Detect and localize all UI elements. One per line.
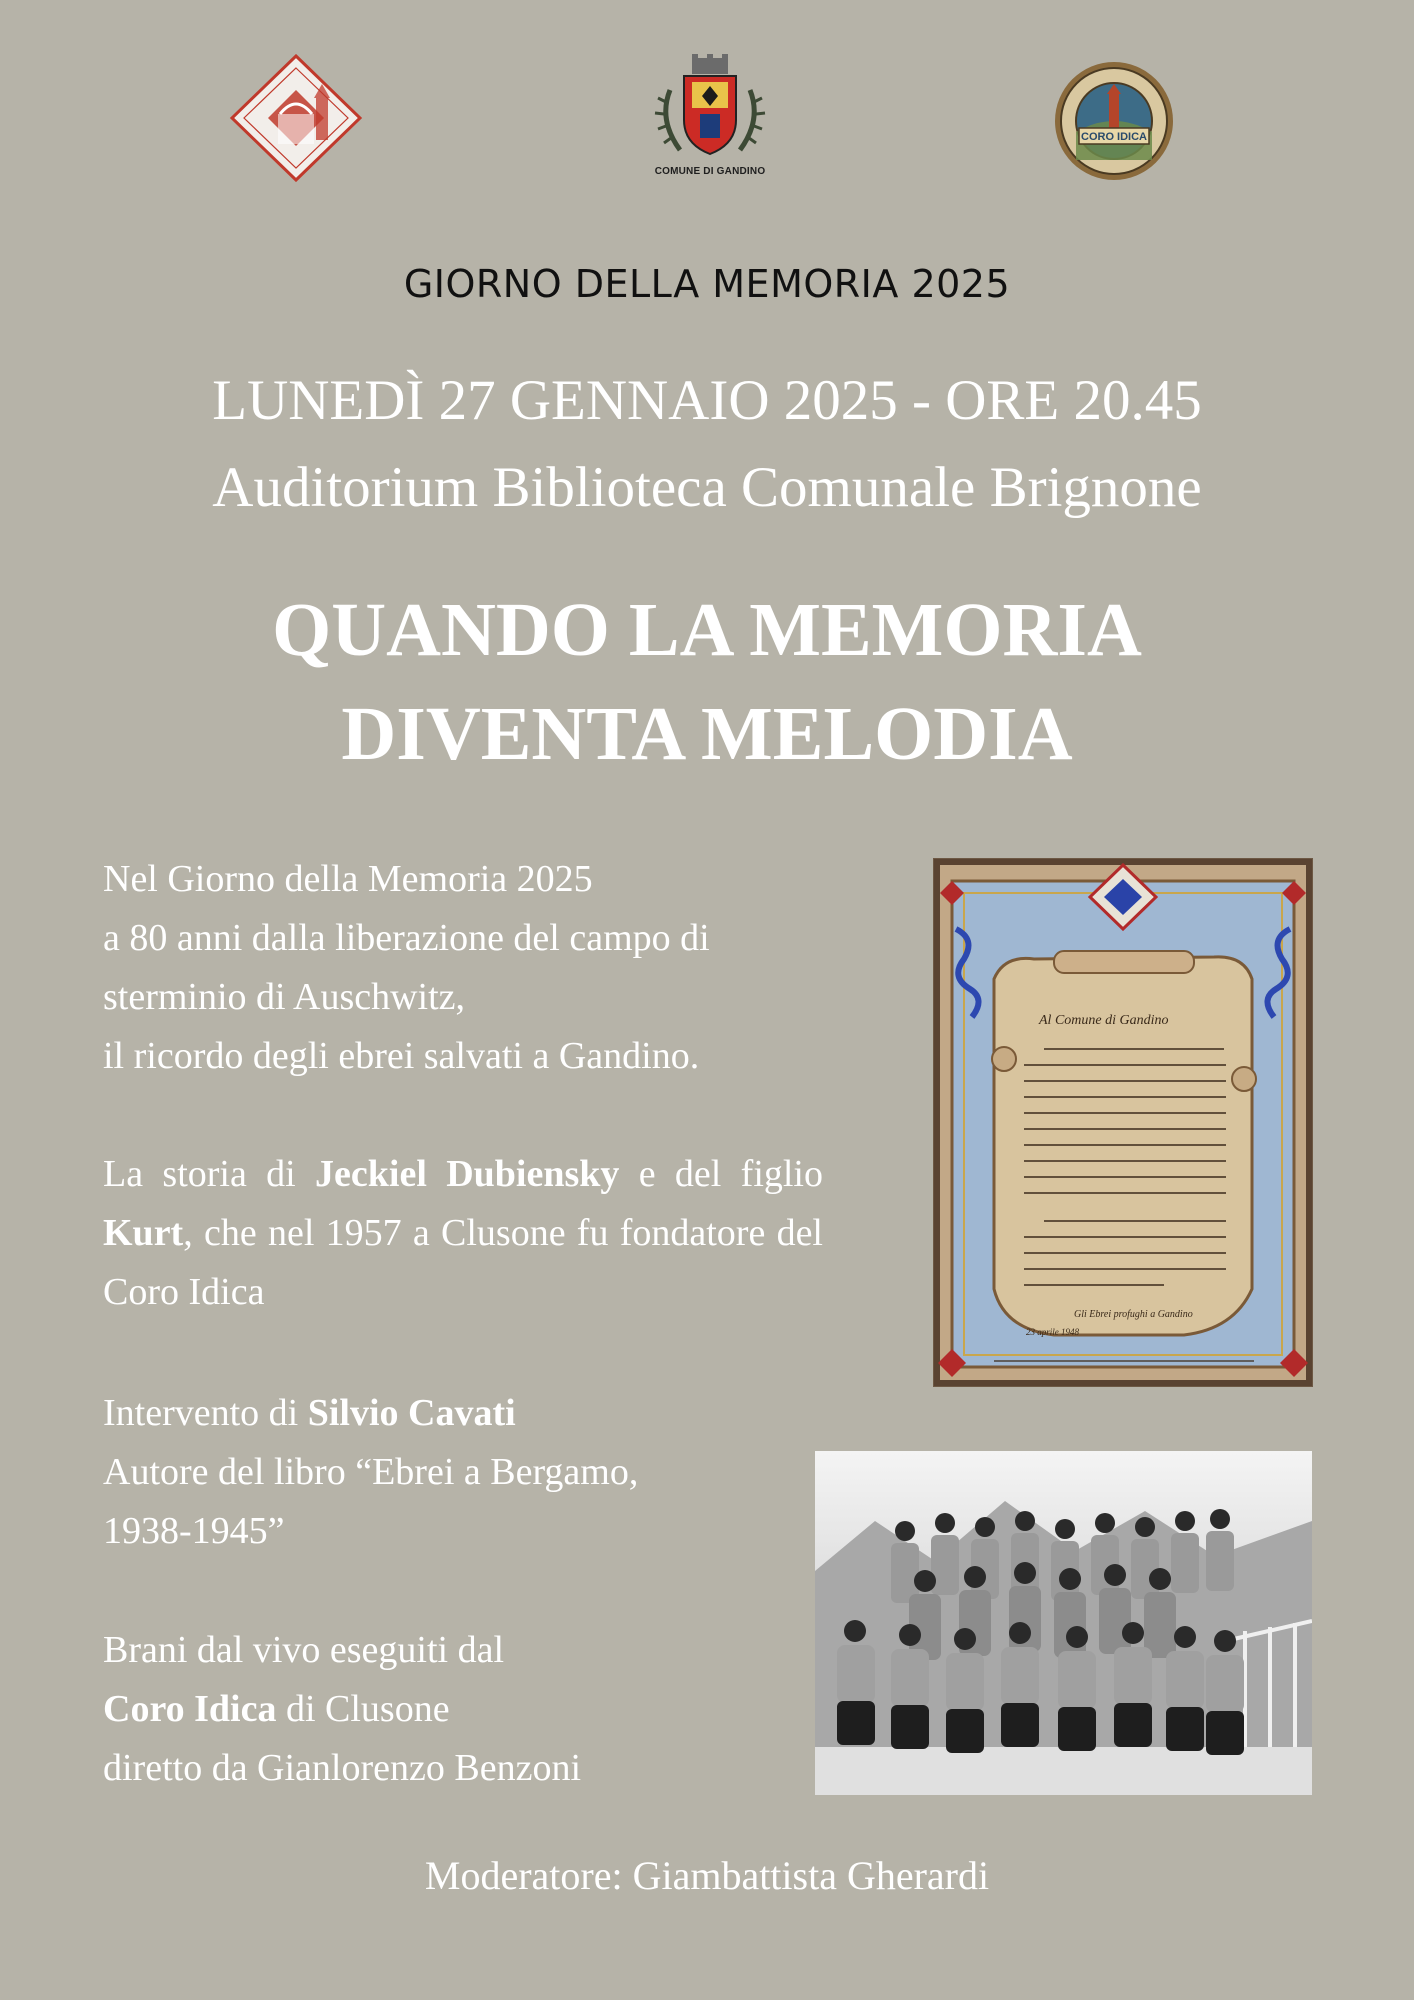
music-choir-suffix: di Clusone (276, 1688, 450, 1730)
comune-di-gandino-logo (640, 50, 780, 185)
story-paragraph (103, 1145, 823, 1322)
intro-line-3: sterminio di Auschwitz, (103, 976, 466, 1018)
music-line-3: diretto da Gianlorenzo Benzoni (103, 1747, 582, 1789)
music-paragraph (103, 1621, 783, 1798)
coro-idica-logo (1053, 60, 1175, 182)
story-mid: e del figlio (619, 1153, 823, 1195)
coat-of-arms-icon (640, 50, 780, 162)
choir-group-photo-icon (815, 1451, 1312, 1795)
talk-paragraph (103, 1384, 783, 1561)
parchment-document-image (934, 859, 1312, 1386)
intro-line-4: il ricordo degli ebrei salvati a Gandino. (103, 1035, 700, 1077)
music-line-1: Brani dal vivo eseguiti dal (103, 1629, 505, 1671)
illuminated-scroll-icon (934, 859, 1312, 1386)
title-line-1: QUANDO LA MEMORIA (272, 588, 1142, 672)
intro-line-2: a 80 anni dalla liberazione del campo di (103, 917, 710, 959)
choir-group-photo (815, 1451, 1312, 1795)
intro-line-1: Nel Giorno della Memoria 2025 (103, 858, 593, 900)
talk-line-2: Autore del libro “Ebrei a Bergamo, (103, 1451, 639, 1493)
parchment-date: 23 aprile 1948 (1026, 1327, 1079, 1337)
event-kicker: GIORNO DELLA MEMORIA 2025 (403, 262, 1011, 306)
coro-banner-text: CORO IDICA (1081, 131, 1147, 143)
talk-line-3: 1938-1945” (103, 1510, 285, 1552)
pro-loco-gandino-logo-icon (228, 54, 364, 184)
coro-idica-emblem-icon (1053, 60, 1175, 182)
story-pre: La storia di (103, 1153, 316, 1195)
event-venue: Auditorium Biblioteca Comunale Brignone (212, 456, 1202, 519)
story-post: , che nel 1957 a Clusone fu fondatore del Coro Idica (103, 1212, 823, 1313)
pro-loco-logo (228, 54, 364, 184)
intro-paragraph (103, 850, 823, 1086)
parchment-heading: Al Comune di Gandino (1039, 1013, 1169, 1028)
comune-caption: COMUNE DI GANDINO (654, 166, 766, 177)
story-name-kurt: Kurt (103, 1212, 184, 1254)
title-line-2: DIVENTA MELODIA (341, 692, 1073, 776)
story-name-jeckiel: Jeckiel Dubiensky (315, 1153, 620, 1195)
parchment-signature: Gli Ebrei profughi a Gandino (1074, 1309, 1193, 1320)
event-date-time: LUNEDÌ 27 GENNAIO 2025 - ORE 20.45 (212, 369, 1202, 432)
event-title (0, 578, 1414, 786)
music-choir: Coro Idica (103, 1688, 277, 1730)
talk-speaker: Silvio Cavati (307, 1392, 516, 1434)
talk-pre: Intervento di (103, 1392, 308, 1434)
moderator: Moderatore: Giambattista Gherardi (424, 1853, 990, 1898)
